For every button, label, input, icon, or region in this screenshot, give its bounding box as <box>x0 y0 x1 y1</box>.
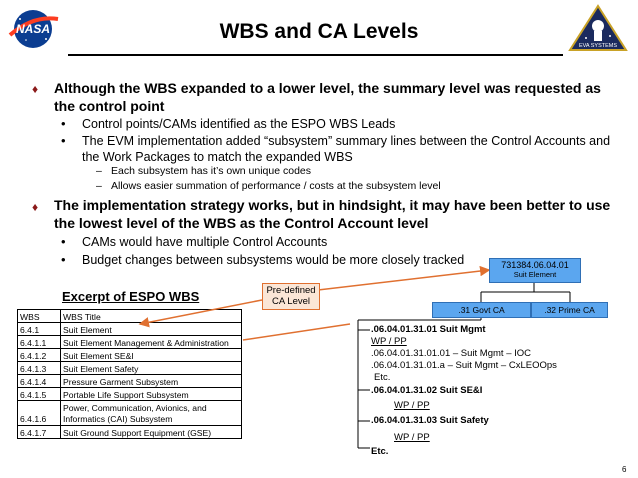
tree-wp-item: .06.04.01.31.01.a – Suit Mgmt – CxLEOOps <box>371 360 557 371</box>
tree-wp-pp: WP / PP <box>394 400 430 411</box>
prime-ca-box: .32 Prime CA <box>531 302 608 318</box>
tree-ca-suit-safety: .06.04.01.31.03 Suit Safety <box>371 415 489 426</box>
callout-line-2: CA Level <box>271 296 311 307</box>
wbs-title-cell: Suit Element Safety <box>61 362 242 375</box>
sub-bullet-dot-icon: • <box>61 133 66 148</box>
wbs-code-cell: 6.4.1.2 <box>18 349 61 362</box>
tree-etc: Etc. <box>374 372 391 383</box>
bullet-2-text: The implementation strategy works, but in hindsight, it may have been better to use the lowest level of the WBS as the Control Account level <box>54 197 611 231</box>
wbs-title-cell: Suit Element <box>61 323 242 336</box>
wbs-code-cell: 6.4.1.1 <box>18 336 61 349</box>
sub-bullet-dot-icon: • <box>61 234 66 249</box>
bullet-2-sub-2: Budget changes between subsystems would be more closely tracked <box>82 253 465 267</box>
wbs-code-cell: 6.4.1 <box>18 323 61 336</box>
bullet-2-sub-1: CAMs would have multiple Control Accounts <box>82 235 328 249</box>
bullet-1-sub-2-item-1: Each subsystem has it’s own unique codes <box>111 165 312 177</box>
nasa-logo-text: NASA <box>15 22 51 36</box>
sub-bullet-dot-icon: • <box>61 252 66 267</box>
tree-wp-pp: WP / PP <box>371 336 407 347</box>
table-header-cell: WBS Title <box>61 310 242 323</box>
org-top-code: 731384.06.04.01 <box>501 260 569 270</box>
callout-line-1: Pre-defined <box>266 285 316 296</box>
suit-element-box <box>489 258 581 283</box>
tree-wp-item: .06.04.01.31.01.01 – Suit Mgmt – IOC <box>371 348 532 359</box>
excerpt-title: Excerpt of ESPO WBS <box>62 289 200 304</box>
wbs-code-cell: 6.4.1.5 <box>18 388 61 401</box>
wbs-title-cell: Suit Element SE&I <box>61 349 242 362</box>
tree-ca-suit-sei: .06.04.01.31.02 Suit SE&I <box>371 385 483 396</box>
callout-arrow-to-tree <box>243 324 350 340</box>
org-top-label: Suit Element <box>513 270 557 279</box>
tree-etc: Etc. <box>371 446 389 457</box>
sub-bullet-dot-icon: • <box>61 116 66 131</box>
bullet-1-text: Although the WBS expanded to a lower level, the summary level was requested as the control point <box>54 80 601 114</box>
wbs-title-cell: Power, Communication, Avionics, and Informatics (CAI) Subsystem <box>61 401 242 426</box>
dash-icon: – <box>96 165 102 177</box>
predefined-ca-callout <box>262 283 320 310</box>
wbs-title-cell: Suit Element Management & Administration <box>61 336 242 349</box>
wbs-code-cell: 6.4.1.7 <box>18 426 61 439</box>
callout-arrow-to-org <box>318 270 489 290</box>
wbs-code-cell: 6.4.1.6 <box>18 401 61 426</box>
bullet-diamond-icon: ♦ <box>32 82 39 96</box>
bullet-1-sub-2: The EVM implementation added “subsystem” summary lines between the Control Accounts and the Work Packages to match the expanded WBS <box>82 134 611 164</box>
wbs-title-cell: Portable Life Support Subsystem <box>61 388 242 401</box>
bullet-1-sub-2-item-2: Allows easier summation of performance / costs at the subsystem level <box>111 180 441 192</box>
callout-arrow-to-table <box>140 300 262 324</box>
tree-ca-suit-mgmt: .06.04.01.31.01 Suit Mgmt <box>371 324 486 335</box>
wbs-title-cell: Pressure Garment Subsystem <box>61 375 242 388</box>
page-number: 6 <box>622 465 627 474</box>
wbs-code-cell: 6.4.1.4 <box>18 375 61 388</box>
dash-icon: – <box>96 180 102 192</box>
wbs-code-cell: 6.4.1.3 <box>18 362 61 375</box>
tree-wp-pp: WP / PP <box>394 432 430 443</box>
wbs-title-cell: Suit Ground Support Equipment (GSE) <box>61 426 242 439</box>
table-header-cell: WBS <box>18 310 61 323</box>
bullet-diamond-icon: ♦ <box>32 200 39 214</box>
eva-logo-text: EVA SYSTEMS <box>578 43 618 49</box>
bullet-1-sub-1: Control points/CAMs identified as the ESPO WBS Leads <box>82 117 396 131</box>
page-title: WBS and CA Levels <box>219 20 419 43</box>
govt-ca-box: .31 Govt CA <box>432 302 531 318</box>
